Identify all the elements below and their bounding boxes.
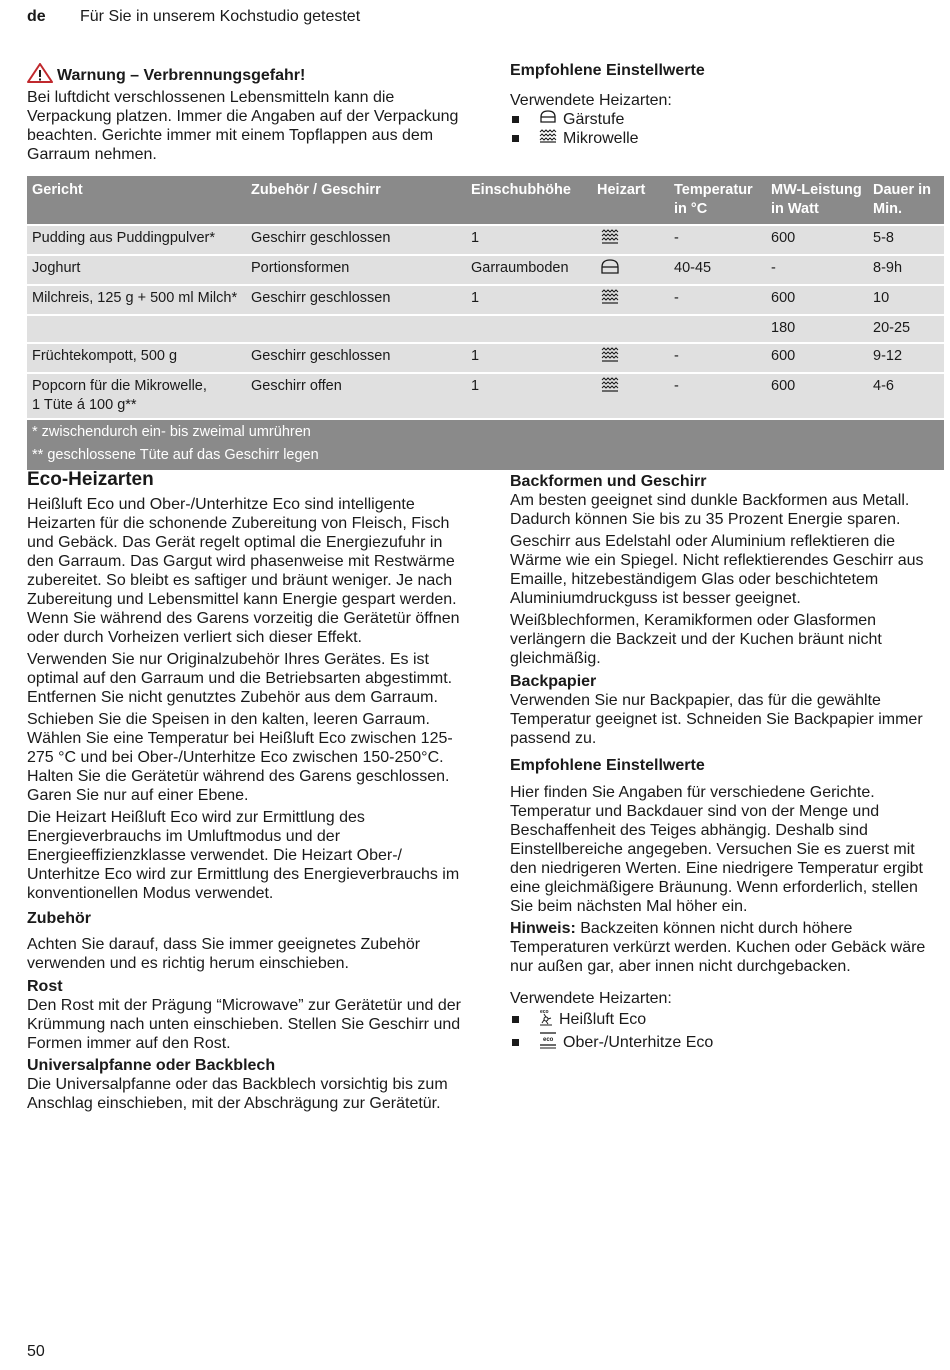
eco-section — [27, 470, 467, 1116]
dish-cell — [27, 255, 246, 285]
microwave-icon — [539, 129, 557, 148]
footnote: * zwischendurch ein- bis zweimal umrühren — [32, 424, 311, 440]
paragraph: Geschirr aus Edelstahl oder Aluminium reflektieren die Wärme wie ein Spiegel. Nicht reflektierendes Geschirr aus Emaille, hitzebeständigem Glas oder beschichtetem Aluminiumdruckguss ist besser geeignet. — [510, 533, 924, 607]
top-bottom-heat-eco-icon — [539, 1031, 557, 1054]
column-header: Temperatur in °C — [669, 176, 766, 225]
bullet-square-icon — [512, 116, 519, 123]
subsection-heading: Backpapier — [510, 673, 597, 690]
language-code: de — [27, 8, 46, 25]
hint-label: Hinweis: — [510, 920, 576, 937]
dish-cell — [27, 343, 246, 373]
used-heating-modes-label: Verwendete Heizarten: — [510, 990, 672, 1007]
dish-name: Joghurt — [32, 260, 81, 276]
heating-mode-label: Gärstufe — [563, 111, 625, 128]
table-row — [27, 343, 944, 373]
mw-power-cell: 180 — [766, 315, 868, 343]
accessory-cell: Geschirr geschlossen — [246, 225, 466, 255]
temperature-cell: - — [669, 373, 766, 419]
table-row — [27, 285, 944, 315]
column-header: Gericht — [27, 176, 246, 225]
mw-power-cell: - — [766, 255, 868, 285]
dish-name: Früchtekompott, 500 g — [32, 348, 178, 364]
section-heading: Empfohlene Einstellwerte — [510, 62, 705, 79]
recommended-settings-top — [510, 61, 930, 148]
microwave-icon — [597, 381, 621, 397]
warning-block — [27, 63, 467, 167]
dish-name: Popcorn für die Mikrowelle, — [32, 378, 207, 394]
dish-name-line2: 1 Tüte á 100 g** — [32, 397, 137, 413]
steam-icon — [597, 263, 621, 279]
heating-mode-label: Mikrowelle — [563, 130, 639, 147]
level-cell: Garraumboden — [466, 255, 592, 285]
table-header-row — [27, 176, 944, 225]
warning-triangle-icon — [27, 63, 53, 88]
warning-title — [27, 63, 467, 88]
dish-cell — [27, 373, 246, 419]
paragraph: Am besten geeignet sind dunkle Backformen aus Metall. Dadurch können Sie bis zu 35 Prozent Energie sparen. — [510, 492, 910, 528]
level-cell: 1 — [466, 343, 592, 373]
paragraph: Die Universalpfanne oder das Backblech vorsichtig bis zum Anschlag einschieben, mit der Abschrägung zur Gerätetür. — [27, 1076, 448, 1112]
level-cell — [466, 315, 592, 343]
paragraph: Weißblechformen, Keramikformen oder Glasformen verlängern die Backzeit und der Kuchen bräunt nicht gleichmäßig. — [510, 612, 882, 667]
subsection-heading: Backformen und Geschirr — [510, 473, 707, 490]
heating-mode-item — [510, 110, 930, 129]
mode-cell — [592, 315, 669, 343]
subsection-heading: Empfohlene Einstellwerte — [510, 757, 705, 774]
temperature-cell: - — [669, 285, 766, 315]
microwave-icon — [597, 293, 621, 309]
heating-mode-label: Ober-/Unterhitze Eco — [563, 1034, 714, 1051]
level-cell: 1 — [466, 225, 592, 255]
warning-text: Bei luftdicht verschlossenen Lebensmitteln kann die Verpackung platzen. Immer die Angaben auf der Verpackung beachten. Gerichte immer mit einem Topflappen aus dem Garraum nehmen. — [27, 89, 459, 163]
microwave-icon — [597, 233, 621, 249]
mode-cell — [592, 343, 669, 373]
accessory-cell: Portionsformen — [246, 255, 466, 285]
accessory-cell — [246, 315, 466, 343]
paragraph: Verwenden Sie nur Backpapier, das für die gewählte Temperatur geeignet ist. Schneiden Sie Backpapier immer passend zu. — [510, 692, 923, 747]
steam-icon — [539, 110, 557, 129]
microwave-icon — [597, 351, 621, 367]
column-header: Zubehör / Geschirr — [246, 176, 466, 225]
column-header: Dauer in Min. — [868, 176, 944, 225]
accessory-cell: Geschirr geschlossen — [246, 285, 466, 315]
heating-mode-item — [510, 1031, 942, 1054]
dish-cell — [27, 225, 246, 255]
heating-mode-item — [510, 129, 930, 148]
duration-cell: 9-12 — [868, 343, 944, 373]
accessory-cell: Geschirr geschlossen — [246, 343, 466, 373]
paragraph: Den Rost mit der Prägung “Microwave” zur Gerätetür und der Krümmung nach unten einschieben. Stellen Sie Geschirr und Formen immer auf den Rost. — [27, 997, 461, 1052]
bullet-square-icon — [512, 1039, 519, 1046]
paragraph: Hier finden Sie Angaben für verschiedene Gerichte. Temperatur und Backdauer sind von der Menge und Beschaffenheit des Teiges abhängig. Deshalb sind Einstellbereiche angegeben. Versuchen Sie es zuerst mit den niedrigeren Werten. Eine niedrigere Temperatur ergibt eine gleichmäßigere Bräunung. Wenn erforderlich, stellen Sie beim nächsten Mal höher ein. — [510, 784, 923, 915]
duration-cell: 8-9h — [868, 255, 944, 285]
dish-cell — [27, 315, 246, 343]
paragraph: Heißluft Eco und Ober-/Unterhitze Eco sind intelligente Heizarten für die schonende Zubereitung von Fleisch, Fisch und Gebäck. Das Gerät regelt optimal die Energiezufuhr in den Garraum. Das Gargut wird phasenweise mit Restwärme zubereitet. So bleibt es saftiger und bräunt weniger. Je nach Zubereitung und Lebensmittel kann Energie gespart werden. Wenn Sie während des Garens vorzeitig die Gerätetür öffnen oder durch Vorheizen verliert sich dieser Effekt. — [27, 496, 460, 646]
duration-cell: 4-6 — [868, 373, 944, 419]
accessory-cell: Geschirr offen — [246, 373, 466, 419]
heating-mode-item — [510, 1008, 942, 1031]
hint-paragraph — [510, 919, 942, 976]
temperature-cell: - — [669, 343, 766, 373]
temperature-cell: - — [669, 225, 766, 255]
dish-cell — [27, 285, 246, 315]
svg-text:eco: eco — [543, 1037, 554, 1043]
mode-cell — [592, 373, 669, 419]
table-row — [27, 255, 944, 285]
eco-heading: Eco-Heizarten — [27, 469, 154, 490]
table-row — [27, 315, 944, 343]
subsection-heading: Rost — [27, 978, 63, 995]
settings-table — [27, 176, 944, 470]
paragraph: Schieben Sie die Speisen in den kalten, leeren Garraum. Wählen Sie eine Temperatur bei Heißluft Eco zwischen 125-275 °C und bei Ober-/Unterhitze Eco zwischen 150-250°C. Halten Sie die Gerätetür während des Garens geschlossen. Garen Sie nur auf einer Ebene. — [27, 711, 453, 804]
duration-cell: 5-8 — [868, 225, 944, 255]
paragraph: Die Heizart Heißluft Eco wird zur Ermittlung des Energieverbrauchs im Umluftmodus und der Energieeffizienzklasse verwendet. Die Heizart Ober-/ Unterhitze Eco wird zur Ermittlung des Energieverbrauchs im konventionellen Modus verwendet. — [27, 809, 460, 902]
mode-cell — [592, 225, 669, 255]
subsection-heading: Universalpfanne oder Backblech — [27, 1057, 276, 1074]
level-cell: 1 — [466, 373, 592, 419]
heating-mode-label: Heißluft Eco — [559, 1011, 647, 1028]
mw-power-cell: 600 — [766, 225, 868, 255]
warning-title-text: Warnung – Verbrennungsgefahr! — [57, 67, 306, 84]
svg-text:eco: eco — [540, 1009, 549, 1015]
paragraph: Achten Sie darauf, dass Sie immer geeignetes Zubehör verwenden und es richtig herum einschieben. — [27, 936, 421, 972]
paragraph: Verwenden Sie nur Originalzubehör Ihres Gerätes. Es ist optimal auf den Garraum und die Betriebsarten abgestimmt. Entfernen Sie nicht genutztes Zubehör aus dem Garraum. — [27, 651, 453, 706]
page-header-title: Für Sie in unserem Kochstudio getestet — [80, 8, 361, 25]
table-row — [27, 373, 944, 419]
mode-cell — [592, 255, 669, 285]
column-header: MW-Leistung in Watt — [766, 176, 868, 225]
bullet-square-icon — [512, 135, 519, 142]
bullet-square-icon — [512, 1016, 519, 1023]
mode-cell — [592, 285, 669, 315]
dish-name: Pudding aus Puddingpulver* — [32, 230, 215, 246]
table-footnotes — [27, 420, 944, 470]
mw-power-cell: 600 — [766, 285, 868, 315]
page-number: 50 — [27, 1343, 45, 1360]
level-cell: 1 — [466, 285, 592, 315]
footnote: ** geschlossene Tüte auf das Geschirr legen — [32, 447, 319, 463]
subsection-heading: Zubehör — [27, 910, 91, 927]
temperature-cell — [669, 315, 766, 343]
dish-name: Milchreis, 125 g + 500 ml Milch* — [32, 290, 238, 306]
mw-power-cell: 600 — [766, 343, 868, 373]
column-header: Heizart — [592, 176, 669, 225]
mw-power-cell: 600 — [766, 373, 868, 419]
right-column — [510, 472, 942, 1054]
temperature-cell: 40-45 — [669, 255, 766, 285]
hint-text: Backzeiten können nicht durch höhere Temperaturen verkürzt werden. Kuchen oder Gebäck wäre nur außen gar, aber innen nicht durchgebacken. — [510, 920, 926, 975]
table-row — [27, 225, 944, 255]
used-heating-modes-label: Verwendete Heizarten: — [510, 92, 672, 109]
hot-air-eco-icon — [539, 1008, 553, 1031]
column-header: Einschubhöhe — [466, 176, 592, 225]
duration-cell: 10 — [868, 285, 944, 315]
duration-cell: 20-25 — [868, 315, 944, 343]
